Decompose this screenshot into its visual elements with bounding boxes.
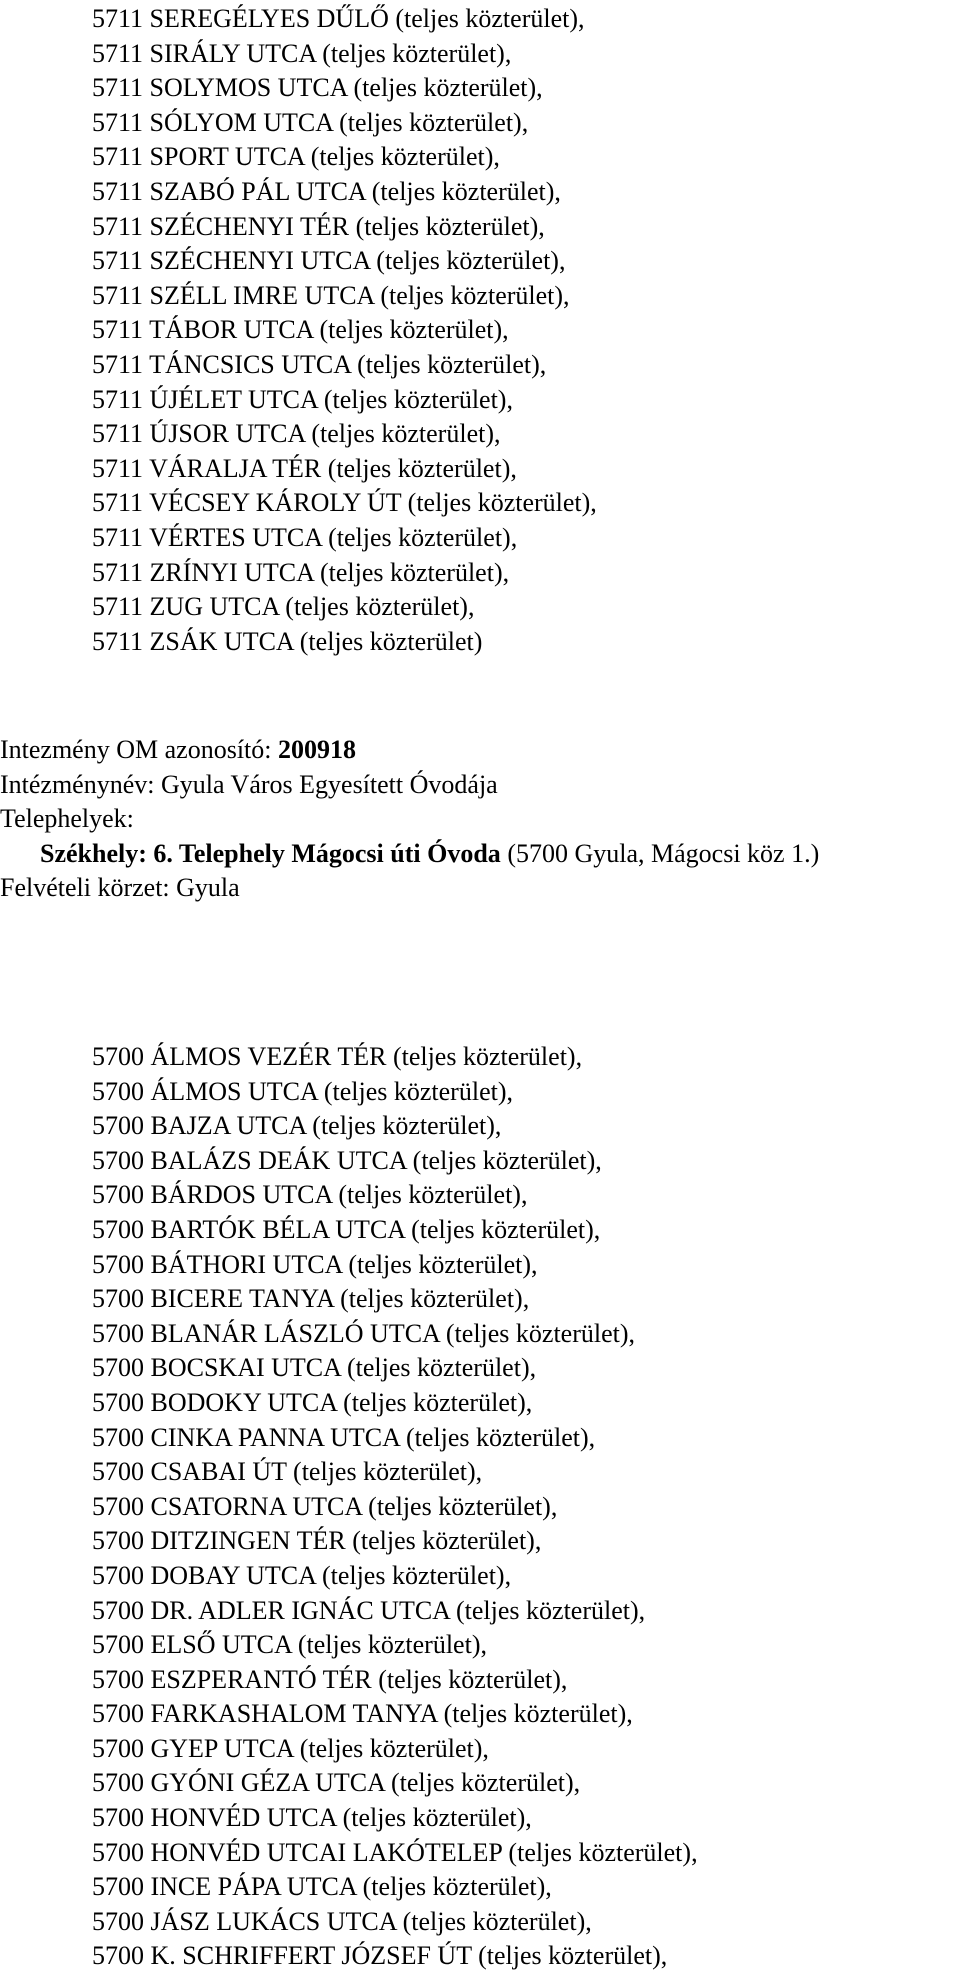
list-item: 5700 BARTÓK BÉLA UTCA (teljes közterület), <box>92 1214 601 1244</box>
list-item: 5711 VÉRTES UTCA (teljes közterület), <box>92 522 518 552</box>
list-item: 5711 TÁBOR UTCA (teljes közterület), <box>92 315 509 345</box>
list-item: 5700 FARKASHALOM TANYA (teljes közterület), <box>92 1699 633 1729</box>
list-item: 5711 ÚJSOR UTCA (teljes közterület), <box>92 419 501 449</box>
list-item: 5700 JÁSZ LUKÁCS UTCA (teljes közterület), <box>92 1906 592 1936</box>
list-item: 5700 BÁTHORI UTCA (teljes közterület), <box>92 1249 538 1279</box>
om-id-line <box>0 733 819 768</box>
list-item: 5700 BODOKY UTCA (teljes közterület), <box>92 1387 533 1417</box>
list-item: 5711 SZÉLL IMRE UTCA (teljes közterület), <box>92 280 570 310</box>
institution-name: Intézménynév: Gyula Város Egyesített Óvodája <box>0 769 498 799</box>
list-item: 5700 DR. ADLER IGNÁC UTCA (teljes közterület), <box>92 1595 646 1625</box>
list-item: 5700 CSATORNA UTCA (teljes közterület), <box>92 1491 558 1521</box>
site-name: Székhely: 6. Telephely Mágocsi úti Óvoda <box>40 838 501 868</box>
list-item: 5711 TÁNCSICS UTCA (teljes közterület), <box>92 349 547 379</box>
list-item: 5711 SOLYMOS UTCA (teljes közterület), <box>92 73 543 103</box>
list-item: 5711 SZÉCHENYI UTCA (teljes közterület), <box>92 246 566 276</box>
list-item: 5711 SÓLYOM UTCA (teljes közterület), <box>92 107 529 137</box>
list-item: 5711 SEREGÉLYES DŰLŐ (teljes közterület), <box>92 4 585 33</box>
list-item: 5700 BAJZA UTCA (teljes közterület), <box>92 1111 502 1141</box>
list-item: 5700 CSABAI ÚT (teljes közterület), <box>92 1457 483 1487</box>
list-item: 5700 BICERE TANYA (teljes közterület), <box>92 1284 530 1314</box>
list-item: 5700 CINKA PANNA UTCA (teljes közterület), <box>92 1422 596 1452</box>
list-item: 5700 HONVÉD UTCA (teljes közterület), <box>92 1803 532 1833</box>
list-item: 5711 ÚJÉLET UTCA (teljes közterület), <box>92 384 513 414</box>
list-item: 5700 BLANÁR LÁSZLÓ UTCA (teljes közterület), <box>92 1318 636 1348</box>
list-item: 5711 SIRÁLY UTCA (teljes közterület), <box>92 38 512 68</box>
list-item: 5700 ESZPERANTÓ TÉR (teljes közterület), <box>92 1664 568 1694</box>
list-item: 5711 ZSÁK UTCA (teljes közterület) <box>92 626 483 656</box>
list-item: 5700 GYEP UTCA (teljes közterület), <box>92 1733 489 1763</box>
om-id-value: 200918 <box>278 735 356 764</box>
district-line: Felvételi körzet: Gyula <box>0 873 240 903</box>
list-item: 5700 ÁLMOS VEZÉR TÉR (teljes közterület), <box>92 1042 583 1071</box>
site-address: (5700 Gyula, Mágocsi köz 1.) <box>500 838 820 868</box>
list-item: 5700 BALÁZS DEÁK UTCA (teljes közterület), <box>92 1145 602 1175</box>
list-item: 5700 ELSŐ UTCA (teljes közterület), <box>92 1630 487 1660</box>
list-item: 5700 DOBAY UTCA (teljes közterület), <box>92 1560 512 1590</box>
list-item: 5711 ZUG UTCA (teljes közterület), <box>92 592 475 622</box>
list-item: 5700 BÁRDOS UTCA (teljes közterület), <box>92 1180 528 1210</box>
list-item: 5711 VÁRALJA TÉR (teljes közterület), <box>92 453 517 483</box>
list-item: 5711 ZRÍNYI UTCA (teljes közterület), <box>92 557 510 587</box>
list-item: 5700 ÁLMOS UTCA (teljes közterület), <box>92 1076 513 1106</box>
list-item: 5700 GYÓNI GÉZA UTCA (teljes közterület), <box>92 1768 581 1798</box>
sites-label: Telephelyek: <box>0 804 134 834</box>
list-item: 5700 INCE PÁPA UTCA (teljes közterület), <box>92 1872 552 1902</box>
address-list-5700 <box>92 1040 698 1974</box>
list-item: 5711 VÉCSEY KÁROLY ÚT (teljes közterület), <box>92 488 597 518</box>
site-line <box>0 837 819 872</box>
list-item: 5700 DITZINGEN TÉR (teljes közterület), <box>92 1526 542 1556</box>
list-item: 5711 SZABÓ PÁL UTCA (teljes közterület), <box>92 176 561 206</box>
om-id-label: Intezmény OM azonosító: <box>0 735 278 764</box>
institution-block <box>0 733 819 906</box>
list-item: 5711 SZÉCHENYI TÉR (teljes közterület), <box>92 211 545 241</box>
list-item: 5700 BOCSKAI UTCA (teljes közterület), <box>92 1353 537 1383</box>
list-item: 5700 K. SCHRIFFERT JÓZSEF ÚT (teljes közterület), <box>92 1941 668 1971</box>
list-item: 5700 HONVÉD UTCAI LAKÓTELEP (teljes közterület), <box>92 1837 698 1867</box>
address-list-5711 <box>92 2 597 659</box>
list-item: 5711 SPORT UTCA (teljes közterület), <box>92 142 500 172</box>
